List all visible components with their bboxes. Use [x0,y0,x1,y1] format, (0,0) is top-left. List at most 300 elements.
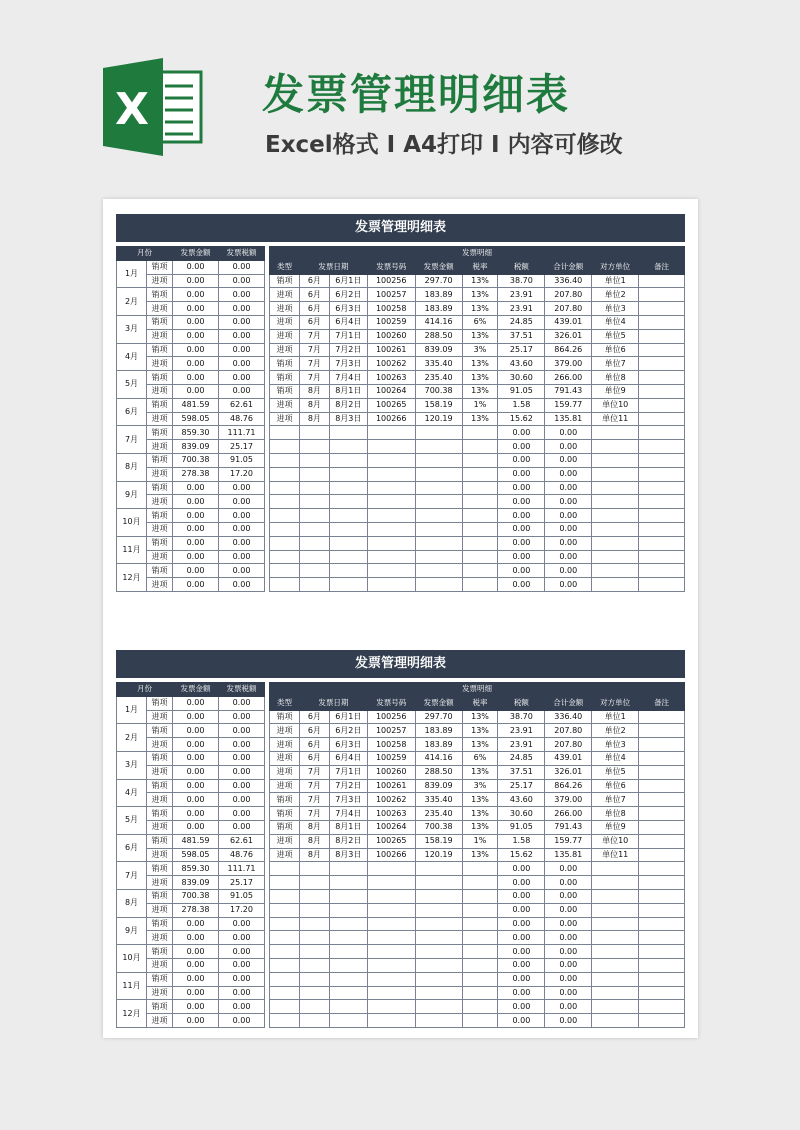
total-cell[interactable]: 207.80 [545,724,592,738]
number-cell[interactable] [367,889,415,903]
remark-cell[interactable] [639,371,685,385]
date-cell[interactable]: 6月3日 [329,738,367,752]
number-cell[interactable]: 100266 [367,848,415,862]
tax-cell[interactable]: 91.05 [219,453,265,467]
amount-cell[interactable] [415,536,462,550]
tax-cell[interactable]: 0.00 [498,862,545,876]
amount-cell[interactable]: 0.00 [173,986,219,1000]
date-cell[interactable] [329,876,367,890]
amount-cell[interactable]: 700.38 [173,889,219,903]
tax-cell[interactable]: 0.00 [498,564,545,578]
type-cell[interactable]: 销项 [270,384,300,398]
month-cell[interactable] [299,903,329,917]
amount-cell[interactable]: 0.00 [173,931,219,945]
number-cell[interactable]: 100257 [367,724,415,738]
type-cell[interactable]: 进项 [147,467,173,481]
tax-cell[interactable]: 43.60 [498,793,545,807]
date-cell[interactable] [329,972,367,986]
type-cell[interactable] [270,564,300,578]
tax-cell[interactable]: 30.60 [498,371,545,385]
number-cell[interactable]: 100256 [367,274,415,288]
rate-cell[interactable] [462,972,498,986]
month-cell[interactable] [299,972,329,986]
amount-cell[interactable]: 0.00 [173,315,219,329]
amount-cell[interactable]: 0.00 [173,793,219,807]
number-cell[interactable] [367,426,415,440]
month-cell[interactable] [299,481,329,495]
total-cell[interactable]: 0.00 [545,945,592,959]
number-cell[interactable] [367,1014,415,1028]
month-cell[interactable] [299,550,329,564]
tax-cell[interactable]: 25.17 [219,440,265,454]
tax-cell[interactable]: 0.00 [219,288,265,302]
date-cell[interactable]: 8月1日 [329,820,367,834]
tax-cell[interactable]: 0.00 [498,578,545,592]
remark-cell[interactable] [639,440,685,454]
type-cell[interactable]: 销项 [270,274,300,288]
number-cell[interactable]: 100265 [367,398,415,412]
number-cell[interactable]: 100257 [367,288,415,302]
tax-cell[interactable]: 23.91 [498,724,545,738]
remark-cell[interactable] [639,481,685,495]
remark-cell[interactable] [639,426,685,440]
counterparty-cell[interactable]: 单位7 [592,357,639,371]
month-cell[interactable]: 6月 [299,710,329,724]
counterparty-cell[interactable] [592,440,639,454]
rate-cell[interactable] [462,481,498,495]
number-cell[interactable]: 100266 [367,412,415,426]
type-cell[interactable]: 进项 [147,495,173,509]
amount-cell[interactable] [415,495,462,509]
amount-cell[interactable]: 183.89 [415,302,462,316]
type-cell[interactable]: 销项 [147,917,173,931]
rate-cell[interactable] [462,578,498,592]
counterparty-cell[interactable] [592,564,639,578]
tax-cell[interactable]: 43.60 [498,357,545,371]
remark-cell[interactable] [639,972,685,986]
remark-cell[interactable] [639,848,685,862]
tax-cell[interactable]: 62.61 [219,398,265,412]
rate-cell[interactable]: 13% [462,274,498,288]
counterparty-cell[interactable] [592,945,639,959]
month-cell[interactable]: 6月 [299,751,329,765]
tax-cell[interactable]: 0.00 [498,509,545,523]
amount-cell[interactable]: 0.00 [173,710,219,724]
amount-cell[interactable]: 700.38 [415,384,462,398]
tax-cell[interactable]: 17.20 [219,903,265,917]
month-cell[interactable]: 6月 [299,738,329,752]
counterparty-cell[interactable]: 单位6 [592,779,639,793]
rate-cell[interactable] [462,536,498,550]
month-cell[interactable] [299,917,329,931]
total-cell[interactable]: 326.01 [545,329,592,343]
total-cell[interactable]: 326.01 [545,765,592,779]
type-cell[interactable]: 进项 [147,793,173,807]
amount-cell[interactable] [415,578,462,592]
type-cell[interactable]: 进项 [270,315,300,329]
type-cell[interactable]: 进项 [270,288,300,302]
type-cell[interactable]: 销项 [147,260,173,274]
counterparty-cell[interactable]: 单位2 [592,724,639,738]
tax-cell[interactable]: 0.00 [219,329,265,343]
tax-cell[interactable]: 0.00 [219,495,265,509]
amount-cell[interactable]: 414.16 [415,315,462,329]
date-cell[interactable] [329,495,367,509]
type-cell[interactable]: 进项 [270,848,300,862]
amount-cell[interactable]: 0.00 [173,522,219,536]
tax-cell[interactable]: 23.91 [498,288,545,302]
date-cell[interactable]: 6月1日 [329,274,367,288]
amount-cell[interactable] [415,467,462,481]
type-cell[interactable] [270,467,300,481]
tax-cell[interactable]: 0.00 [498,453,545,467]
type-cell[interactable]: 进项 [147,710,173,724]
amount-cell[interactable] [415,972,462,986]
type-cell[interactable]: 进项 [147,820,173,834]
tax-cell[interactable]: 17.20 [219,467,265,481]
counterparty-cell[interactable] [592,467,639,481]
amount-cell[interactable]: 0.00 [173,550,219,564]
rate-cell[interactable] [462,550,498,564]
total-cell[interactable]: 0.00 [545,578,592,592]
month-cell[interactable]: 8月 [299,384,329,398]
type-cell[interactable]: 进项 [147,522,173,536]
total-cell[interactable]: 336.40 [545,710,592,724]
type-cell[interactable] [270,862,300,876]
type-cell[interactable]: 销项 [147,371,173,385]
amount-cell[interactable]: 0.00 [173,820,219,834]
date-cell[interactable]: 6月2日 [329,724,367,738]
tax-cell[interactable]: 0.00 [219,564,265,578]
tax-cell[interactable]: 30.60 [498,807,545,821]
month-cell[interactable] [299,564,329,578]
date-cell[interactable] [329,958,367,972]
counterparty-cell[interactable] [592,889,639,903]
number-cell[interactable] [367,917,415,931]
date-cell[interactable] [329,1000,367,1014]
type-cell[interactable]: 销项 [147,972,173,986]
number-cell[interactable] [367,481,415,495]
type-cell[interactable] [270,495,300,509]
amount-cell[interactable]: 335.40 [415,357,462,371]
tax-cell[interactable]: 0.00 [498,550,545,564]
remark-cell[interactable] [639,495,685,509]
tax-cell[interactable]: 0.00 [219,696,265,710]
total-cell[interactable]: 336.40 [545,274,592,288]
type-cell[interactable]: 销项 [147,751,173,765]
rate-cell[interactable]: 13% [462,738,498,752]
date-cell[interactable]: 8月1日 [329,384,367,398]
tax-cell[interactable]: 0.00 [219,371,265,385]
month-cell[interactable]: 8月 [299,848,329,862]
total-cell[interactable]: 0.00 [545,509,592,523]
amount-cell[interactable]: 183.89 [415,288,462,302]
tax-cell[interactable]: 0.00 [219,260,265,274]
total-cell[interactable]: 0.00 [545,1000,592,1014]
date-cell[interactable]: 6月4日 [329,315,367,329]
date-cell[interactable] [329,564,367,578]
type-cell[interactable]: 进项 [270,398,300,412]
number-cell[interactable]: 100262 [367,357,415,371]
tax-cell[interactable]: 0.00 [498,440,545,454]
month-cell[interactable] [299,931,329,945]
total-cell[interactable]: 791.43 [545,384,592,398]
number-cell[interactable] [367,958,415,972]
remark-cell[interactable] [639,536,685,550]
amount-cell[interactable]: 0.00 [173,724,219,738]
month-cell[interactable] [299,986,329,1000]
type-cell[interactable] [270,1000,300,1014]
tax-cell[interactable]: 0.00 [219,578,265,592]
tax-cell[interactable]: 0.00 [219,357,265,371]
remark-cell[interactable] [639,1000,685,1014]
remark-cell[interactable] [639,343,685,357]
amount-cell[interactable]: 0.00 [173,302,219,316]
counterparty-cell[interactable] [592,522,639,536]
tax-cell[interactable]: 0.00 [498,536,545,550]
counterparty-cell[interactable]: 单位11 [592,412,639,426]
amount-cell[interactable]: 0.00 [173,288,219,302]
amount-cell[interactable]: 0.00 [173,274,219,288]
total-cell[interactable]: 0.00 [545,453,592,467]
number-cell[interactable] [367,467,415,481]
rate-cell[interactable] [462,522,498,536]
rate-cell[interactable]: 13% [462,357,498,371]
type-cell[interactable]: 进项 [147,440,173,454]
tax-cell[interactable]: 111.71 [219,426,265,440]
date-cell[interactable] [329,467,367,481]
amount-cell[interactable]: 414.16 [415,751,462,765]
type-cell[interactable]: 销项 [147,1000,173,1014]
rate-cell[interactable]: 13% [462,848,498,862]
tax-cell[interactable]: 0.00 [498,986,545,1000]
tax-cell[interactable]: 0.00 [219,972,265,986]
date-cell[interactable]: 7月3日 [329,357,367,371]
total-cell[interactable]: 0.00 [545,876,592,890]
type-cell[interactable]: 进项 [270,779,300,793]
tax-cell[interactable]: 37.51 [498,329,545,343]
counterparty-cell[interactable] [592,876,639,890]
type-cell[interactable]: 销项 [147,945,173,959]
total-cell[interactable]: 207.80 [545,288,592,302]
total-cell[interactable]: 207.80 [545,738,592,752]
type-cell[interactable]: 销项 [147,288,173,302]
date-cell[interactable]: 6月2日 [329,288,367,302]
rate-cell[interactable]: 1% [462,398,498,412]
amount-cell[interactable]: 0.00 [173,481,219,495]
date-cell[interactable] [329,931,367,945]
number-cell[interactable] [367,564,415,578]
month-cell[interactable]: 7月 [299,779,329,793]
rate-cell[interactable]: 13% [462,329,498,343]
number-cell[interactable] [367,453,415,467]
counterparty-cell[interactable]: 单位5 [592,329,639,343]
tax-cell[interactable]: 0.00 [219,315,265,329]
tax-cell[interactable]: 62.61 [219,834,265,848]
type-cell[interactable]: 进项 [147,357,173,371]
month-cell[interactable]: 6月 [299,315,329,329]
tax-cell[interactable]: 0.00 [498,958,545,972]
type-cell[interactable]: 进项 [147,738,173,752]
type-cell[interactable]: 进项 [147,765,173,779]
rate-cell[interactable]: 3% [462,779,498,793]
type-cell[interactable]: 进项 [147,958,173,972]
remark-cell[interactable] [639,564,685,578]
amount-cell[interactable]: 0.00 [173,384,219,398]
amount-cell[interactable]: 183.89 [415,738,462,752]
type-cell[interactable]: 进项 [270,751,300,765]
number-cell[interactable]: 100258 [367,302,415,316]
date-cell[interactable] [329,945,367,959]
type-cell[interactable]: 进项 [147,274,173,288]
total-cell[interactable]: 0.00 [545,481,592,495]
counterparty-cell[interactable]: 单位3 [592,302,639,316]
date-cell[interactable]: 6月1日 [329,710,367,724]
tax-cell[interactable]: 0.00 [219,917,265,931]
tax-cell[interactable]: 0.00 [498,495,545,509]
month-cell[interactable]: 6月 [299,302,329,316]
amount-cell[interactable]: 700.38 [415,820,462,834]
rate-cell[interactable]: 13% [462,724,498,738]
remark-cell[interactable] [639,862,685,876]
amount-cell[interactable]: 0.00 [173,564,219,578]
total-cell[interactable]: 0.00 [545,536,592,550]
remark-cell[interactable] [639,889,685,903]
month-cell[interactable]: 7月 [299,371,329,385]
amount-cell[interactable] [415,550,462,564]
remark-cell[interactable] [639,398,685,412]
amount-cell[interactable]: 839.09 [415,343,462,357]
tax-cell[interactable]: 0.00 [219,945,265,959]
rate-cell[interactable]: 13% [462,793,498,807]
rate-cell[interactable] [462,986,498,1000]
type-cell[interactable]: 销项 [270,807,300,821]
month-cell[interactable] [299,876,329,890]
counterparty-cell[interactable]: 单位3 [592,738,639,752]
type-cell[interactable]: 进项 [147,1014,173,1028]
number-cell[interactable]: 100261 [367,779,415,793]
tax-cell[interactable]: 91.05 [219,889,265,903]
rate-cell[interactable] [462,958,498,972]
month-cell[interactable] [299,522,329,536]
tax-cell[interactable]: 0.00 [219,522,265,536]
remark-cell[interactable] [639,710,685,724]
tax-cell[interactable]: 0.00 [219,986,265,1000]
date-cell[interactable] [329,889,367,903]
amount-cell[interactable]: 158.19 [415,398,462,412]
date-cell[interactable]: 8月2日 [329,398,367,412]
amount-cell[interactable]: 700.38 [173,453,219,467]
amount-cell[interactable]: 0.00 [173,738,219,752]
rate-cell[interactable] [462,862,498,876]
amount-cell[interactable]: 0.00 [173,696,219,710]
type-cell[interactable]: 进项 [270,834,300,848]
amount-cell[interactable] [415,889,462,903]
tax-cell[interactable]: 0.00 [498,903,545,917]
rate-cell[interactable] [462,1014,498,1028]
amount-cell[interactable]: 481.59 [173,398,219,412]
rate-cell[interactable]: 6% [462,315,498,329]
type-cell[interactable] [270,1014,300,1028]
month-cell[interactable] [299,495,329,509]
number-cell[interactable]: 100265 [367,834,415,848]
amount-cell[interactable]: 859.30 [173,862,219,876]
month-cell[interactable] [299,578,329,592]
type-cell[interactable] [270,945,300,959]
remark-cell[interactable] [639,412,685,426]
type-cell[interactable]: 销项 [270,820,300,834]
type-cell[interactable]: 进项 [147,412,173,426]
date-cell[interactable]: 8月2日 [329,834,367,848]
tax-cell[interactable]: 48.76 [219,412,265,426]
month-cell[interactable]: 7月 [299,357,329,371]
counterparty-cell[interactable] [592,550,639,564]
month-cell[interactable] [299,426,329,440]
total-cell[interactable]: 0.00 [545,467,592,481]
total-cell[interactable]: 207.80 [545,302,592,316]
counterparty-cell[interactable] [592,972,639,986]
date-cell[interactable] [329,509,367,523]
number-cell[interactable]: 100260 [367,765,415,779]
tax-cell[interactable]: 15.62 [498,848,545,862]
type-cell[interactable]: 销项 [147,696,173,710]
counterparty-cell[interactable] [592,986,639,1000]
remark-cell[interactable] [639,738,685,752]
month-cell[interactable]: 6月 [299,274,329,288]
remark-cell[interactable] [639,931,685,945]
number-cell[interactable] [367,495,415,509]
tax-cell[interactable]: 24.85 [498,315,545,329]
tax-cell[interactable]: 0.00 [498,972,545,986]
amount-cell[interactable]: 481.59 [173,834,219,848]
remark-cell[interactable] [639,793,685,807]
amount-cell[interactable]: 120.19 [415,848,462,862]
counterparty-cell[interactable]: 单位1 [592,710,639,724]
type-cell[interactable]: 销项 [147,315,173,329]
type-cell[interactable] [270,481,300,495]
type-cell[interactable] [270,876,300,890]
remark-cell[interactable] [639,274,685,288]
total-cell[interactable]: 135.81 [545,848,592,862]
remark-cell[interactable] [639,751,685,765]
tax-cell[interactable]: 0.00 [498,467,545,481]
total-cell[interactable]: 379.00 [545,357,592,371]
type-cell[interactable]: 销项 [270,710,300,724]
type-cell[interactable]: 销项 [147,724,173,738]
rate-cell[interactable] [462,509,498,523]
remark-cell[interactable] [639,357,685,371]
total-cell[interactable]: 0.00 [545,426,592,440]
date-cell[interactable] [329,522,367,536]
amount-cell[interactable]: 235.40 [415,371,462,385]
counterparty-cell[interactable] [592,917,639,931]
month-cell[interactable] [299,440,329,454]
amount-cell[interactable] [415,958,462,972]
date-cell[interactable] [329,426,367,440]
counterparty-cell[interactable]: 单位8 [592,371,639,385]
tax-cell[interactable]: 0.00 [498,481,545,495]
amount-cell[interactable]: 183.89 [415,724,462,738]
amount-cell[interactable]: 278.38 [173,903,219,917]
total-cell[interactable]: 864.26 [545,343,592,357]
date-cell[interactable]: 7月2日 [329,779,367,793]
type-cell[interactable] [270,917,300,931]
remark-cell[interactable] [639,765,685,779]
total-cell[interactable]: 0.00 [545,1014,592,1028]
remark-cell[interactable] [639,578,685,592]
number-cell[interactable]: 100258 [367,738,415,752]
rate-cell[interactable]: 13% [462,765,498,779]
